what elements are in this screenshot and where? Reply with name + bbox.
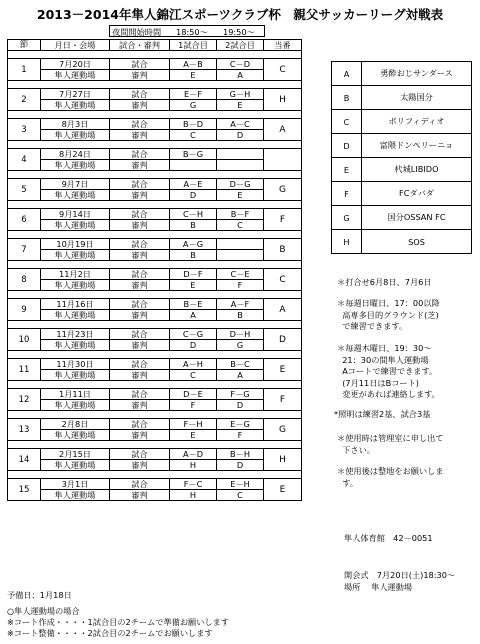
round-spacer-row bbox=[8, 171, 302, 179]
game2-matchup: D－G bbox=[217, 179, 264, 190]
team-letter: C bbox=[332, 110, 362, 134]
game1-matchup: C－G bbox=[170, 329, 217, 340]
team-letter: A bbox=[332, 62, 362, 86]
round-referee-row bbox=[8, 490, 302, 501]
round-match-row bbox=[8, 269, 302, 280]
round-venue: 隼人運動場 bbox=[41, 370, 110, 381]
round-referee-row bbox=[8, 70, 302, 81]
round-spacer-row bbox=[8, 351, 302, 359]
game2-matchup bbox=[217, 149, 264, 160]
game1-referee: E bbox=[170, 280, 217, 291]
spacer-cell bbox=[8, 111, 302, 119]
round-spacer-row bbox=[8, 261, 302, 269]
round-number: 10 bbox=[8, 329, 41, 351]
round-spacer-row bbox=[8, 231, 302, 239]
round-referee-row bbox=[8, 310, 302, 321]
spacer-cell bbox=[8, 411, 302, 419]
duty-team: G bbox=[264, 419, 302, 441]
evening-time-1: 18:50～ bbox=[176, 27, 208, 37]
game2-referee bbox=[217, 250, 264, 261]
round-referee-row bbox=[8, 160, 302, 171]
round-number: 4 bbox=[8, 149, 41, 171]
round-venue: 隼人運動場 bbox=[41, 400, 110, 411]
team-list-table bbox=[331, 61, 472, 254]
game1-matchup: A－B bbox=[170, 59, 217, 70]
match-label: 試合 bbox=[110, 479, 170, 490]
team-letter: H bbox=[332, 230, 362, 254]
duty-team: D bbox=[264, 329, 302, 351]
team-name: 太陽国分 bbox=[362, 86, 472, 110]
team-row bbox=[332, 86, 472, 110]
header-date-venue: 月日・会場 bbox=[41, 40, 110, 51]
spacer-cell bbox=[8, 321, 302, 329]
round-number: 3 bbox=[8, 119, 41, 141]
duty-team: E bbox=[264, 359, 302, 381]
game1-matchup: B－G bbox=[170, 149, 217, 160]
round-venue: 隼人運動場 bbox=[41, 310, 110, 321]
round-referee-row bbox=[8, 430, 302, 441]
round-referee-row bbox=[8, 400, 302, 411]
game1-matchup: B－E bbox=[170, 299, 217, 310]
game1-referee bbox=[170, 160, 217, 171]
round-match-row bbox=[8, 239, 302, 250]
round-date: 8月24日 bbox=[41, 149, 110, 160]
page-title: 2013－2014年隼人錦江スポーツクラブ杯 親父サッカーリーグ対戦表 bbox=[36, 7, 444, 22]
spacer-cell bbox=[8, 441, 302, 449]
round-spacer-row bbox=[8, 321, 302, 329]
game2-referee: A bbox=[217, 70, 264, 81]
game2-referee: F bbox=[217, 280, 264, 291]
team-name: SOS bbox=[362, 230, 472, 254]
game1-referee: B bbox=[170, 250, 217, 261]
match-label: 試合 bbox=[110, 119, 170, 130]
round-referee-row bbox=[8, 100, 302, 111]
round-venue: 隼人運動場 bbox=[41, 430, 110, 441]
round-match-row bbox=[8, 209, 302, 220]
referee-label: 審判 bbox=[110, 100, 170, 111]
round-venue: 隼人運動場 bbox=[41, 160, 110, 171]
venue-instructions-title: ○隼人運動場の場合 bbox=[7, 606, 80, 616]
duty-team: E bbox=[264, 479, 302, 501]
round-match-row bbox=[8, 449, 302, 460]
round-date: 11月30日 bbox=[41, 359, 110, 370]
game2-matchup: B－F bbox=[217, 209, 264, 220]
header-duty: 当番 bbox=[264, 40, 302, 51]
game2-referee: E bbox=[217, 100, 264, 111]
spacer-cell bbox=[8, 231, 302, 239]
game1-referee: C bbox=[170, 370, 217, 381]
round-match-row bbox=[8, 119, 302, 130]
team-name: 勇酔おじサンダース bbox=[362, 62, 472, 86]
team-letter: G bbox=[332, 206, 362, 230]
match-label: 試合 bbox=[110, 389, 170, 400]
game2-matchup: E－H bbox=[217, 479, 264, 490]
duty-team: F bbox=[264, 389, 302, 411]
game1-matchup: A－D bbox=[170, 449, 217, 460]
round-date: 7月27日 bbox=[41, 89, 110, 100]
round-spacer-row bbox=[8, 381, 302, 389]
game2-referee: B bbox=[217, 310, 264, 321]
game2-matchup: A－C bbox=[217, 119, 264, 130]
round-venue: 隼人運動場 bbox=[41, 250, 110, 261]
match-label: 試合 bbox=[110, 299, 170, 310]
duty-team: C bbox=[264, 269, 302, 291]
round-venue: 隼人運動場 bbox=[41, 220, 110, 231]
round-match-row bbox=[8, 299, 302, 310]
round-date: 9月7日 bbox=[41, 179, 110, 190]
team-letter: B bbox=[332, 86, 362, 110]
round-match-row bbox=[8, 479, 302, 490]
match-label: 試合 bbox=[110, 359, 170, 370]
game2-referee: C bbox=[217, 220, 264, 231]
team-row bbox=[332, 182, 472, 206]
round-venue: 隼人運動場 bbox=[41, 280, 110, 291]
team-name: 杙城LIBIDO bbox=[362, 158, 472, 182]
round-spacer-row bbox=[8, 201, 302, 209]
round-venue: 隼人運動場 bbox=[41, 70, 110, 81]
game1-referee: H bbox=[170, 490, 217, 501]
game2-referee bbox=[217, 160, 264, 171]
note-opening-ceremony: 開会式 7月20日(土)18:30～ 場所 隼人運動場 bbox=[344, 570, 456, 592]
note-usage-request: ＊使用時は管理室に申し出て 下さい。 bbox=[337, 433, 444, 455]
spacer-cell bbox=[8, 471, 302, 479]
round-date: 11月23日 bbox=[41, 329, 110, 340]
duty-team: A bbox=[264, 299, 302, 321]
team-row bbox=[332, 110, 472, 134]
round-match-row bbox=[8, 59, 302, 70]
note-thursday-practice: ＊毎週木曜日、19：30～ 21：30の間隼人運動場 Aコートで練習できます。 (7月11日はBコート) 変更があれば連絡します。 bbox=[337, 343, 440, 399]
evening-start-label: 夜間開始時間 bbox=[112, 27, 162, 37]
round-spacer-row bbox=[8, 51, 302, 59]
evening-time-2: 19:50～ bbox=[223, 27, 255, 37]
note-ground-leveling: ＊使用後は整地をお願いしま す。 bbox=[337, 466, 444, 488]
team-name: ボリフィディオ bbox=[362, 110, 472, 134]
game2-matchup: D－H bbox=[217, 329, 264, 340]
game1-referee: F bbox=[170, 400, 217, 411]
round-spacer-row bbox=[8, 141, 302, 149]
game1-referee: G bbox=[170, 100, 217, 111]
spacer-cell bbox=[8, 201, 302, 209]
spacer-cell bbox=[8, 261, 302, 269]
game1-referee: D bbox=[170, 340, 217, 351]
header-match-ref: 試合・審判 bbox=[110, 40, 170, 51]
round-number: 5 bbox=[8, 179, 41, 201]
referee-label: 審判 bbox=[110, 370, 170, 381]
court-prep-instruction: ※コート作成・・・・1試合目の2チームで準備お願いします bbox=[7, 617, 229, 627]
team-row bbox=[332, 206, 472, 230]
game2-referee: D bbox=[217, 400, 264, 411]
round-number: 9 bbox=[8, 299, 41, 321]
referee-label: 審判 bbox=[110, 460, 170, 471]
round-match-row bbox=[8, 179, 302, 190]
spacer-cell bbox=[8, 351, 302, 359]
spare-day: 予備日：1月18日 bbox=[7, 590, 72, 600]
team-row bbox=[332, 158, 472, 182]
evening-start-time-header bbox=[109, 25, 265, 37]
game2-referee: D bbox=[217, 460, 264, 471]
game2-referee: D bbox=[217, 130, 264, 141]
game2-referee: F bbox=[217, 430, 264, 441]
game2-matchup: B－H bbox=[217, 449, 264, 460]
game2-matchup: C－D bbox=[217, 59, 264, 70]
game1-matchup: A－G bbox=[170, 239, 217, 250]
round-date: 11月2日 bbox=[41, 269, 110, 280]
spacer-cell bbox=[8, 381, 302, 389]
note-sunday-practice: ＊毎週日曜日、17：00以降 高専多目的グラウンド(芝) で練習できます。 bbox=[337, 298, 440, 331]
round-date: 7月20日 bbox=[41, 59, 110, 70]
round-spacer-row bbox=[8, 81, 302, 89]
game1-matchup: A－H bbox=[170, 359, 217, 370]
note-lighting: *照明は練習2基、試合3基 bbox=[334, 409, 431, 419]
team-name: 富隈ドンペリーニョ bbox=[362, 134, 472, 158]
round-number: 15 bbox=[8, 479, 41, 501]
round-date: 2月15日 bbox=[41, 449, 110, 460]
header-game2: 2試合目 bbox=[217, 40, 264, 51]
game1-matchup: A－E bbox=[170, 179, 217, 190]
game1-matchup: B－D bbox=[170, 119, 217, 130]
game2-referee: G bbox=[217, 340, 264, 351]
referee-label: 審判 bbox=[110, 400, 170, 411]
game1-referee: D bbox=[170, 190, 217, 201]
round-date: 1月11日 bbox=[41, 389, 110, 400]
game1-referee: B bbox=[170, 220, 217, 231]
round-number: 2 bbox=[8, 89, 41, 111]
round-venue: 隼人運動場 bbox=[41, 340, 110, 351]
match-label: 試合 bbox=[110, 239, 170, 250]
court-maintenance-instruction: ※コート整備・・・・2試合目の2チームでお願いします bbox=[7, 628, 213, 638]
game2-matchup: E－G bbox=[217, 419, 264, 430]
referee-label: 審判 bbox=[110, 250, 170, 261]
game2-matchup bbox=[217, 239, 264, 250]
round-match-row bbox=[8, 419, 302, 430]
round-referee-row bbox=[8, 280, 302, 291]
header-round: 節 bbox=[8, 40, 41, 51]
match-label: 試合 bbox=[110, 179, 170, 190]
round-spacer-row bbox=[8, 111, 302, 119]
referee-label: 審判 bbox=[110, 160, 170, 171]
schedule-header-row bbox=[8, 40, 302, 51]
game2-matchup: C－E bbox=[217, 269, 264, 280]
match-label: 試合 bbox=[110, 269, 170, 280]
game1-matchup: F－H bbox=[170, 419, 217, 430]
referee-label: 審判 bbox=[110, 220, 170, 231]
team-letter: E bbox=[332, 158, 362, 182]
round-spacer-row bbox=[8, 441, 302, 449]
match-label: 試合 bbox=[110, 89, 170, 100]
round-number: 12 bbox=[8, 389, 41, 411]
round-venue: 隼人運動場 bbox=[41, 460, 110, 471]
referee-label: 審判 bbox=[110, 310, 170, 321]
round-venue: 隼人運動場 bbox=[41, 190, 110, 201]
round-match-row bbox=[8, 359, 302, 370]
game1-matchup: E－F bbox=[170, 89, 217, 100]
match-label: 試合 bbox=[110, 329, 170, 340]
round-number: 8 bbox=[8, 269, 41, 291]
referee-label: 審判 bbox=[110, 70, 170, 81]
duty-team: C bbox=[264, 59, 302, 81]
duty-team: A bbox=[264, 119, 302, 141]
referee-label: 審判 bbox=[110, 190, 170, 201]
referee-label: 審判 bbox=[110, 490, 170, 501]
duty-team: H bbox=[264, 89, 302, 111]
team-name: 国分OSSAN FC bbox=[362, 206, 472, 230]
game1-referee: E bbox=[170, 430, 217, 441]
round-spacer-row bbox=[8, 291, 302, 299]
round-date: 11月16日 bbox=[41, 299, 110, 310]
referee-label: 審判 bbox=[110, 280, 170, 291]
round-number: 7 bbox=[8, 239, 41, 261]
game1-matchup: D－F bbox=[170, 269, 217, 280]
spacer-cell bbox=[8, 291, 302, 299]
round-referee-row bbox=[8, 460, 302, 471]
team-row bbox=[332, 230, 472, 254]
referee-label: 審判 bbox=[110, 430, 170, 441]
round-referee-row bbox=[8, 250, 302, 261]
duty-team: B bbox=[264, 239, 302, 261]
match-label: 試合 bbox=[110, 59, 170, 70]
game1-referee: E bbox=[170, 70, 217, 81]
round-referee-row bbox=[8, 370, 302, 381]
team-row bbox=[332, 62, 472, 86]
round-spacer-row bbox=[8, 471, 302, 479]
game2-matchup: A－F bbox=[217, 299, 264, 310]
round-venue: 隼人運動場 bbox=[41, 130, 110, 141]
round-referee-row bbox=[8, 130, 302, 141]
match-label: 試合 bbox=[110, 419, 170, 430]
game2-matchup: G－H bbox=[217, 89, 264, 100]
round-number: 13 bbox=[8, 419, 41, 441]
round-date: 2月8日 bbox=[41, 419, 110, 430]
match-label: 試合 bbox=[110, 149, 170, 160]
round-referee-row bbox=[8, 340, 302, 351]
duty-team bbox=[264, 149, 302, 171]
game2-matchup: B－C bbox=[217, 359, 264, 370]
round-referee-row bbox=[8, 220, 302, 231]
round-number: 1 bbox=[8, 59, 41, 81]
round-date: 10月19日 bbox=[41, 239, 110, 250]
match-label: 試合 bbox=[110, 209, 170, 220]
round-match-row bbox=[8, 329, 302, 340]
round-match-row bbox=[8, 389, 302, 400]
game1-referee: H bbox=[170, 460, 217, 471]
game2-referee: E bbox=[217, 190, 264, 201]
match-schedule-table bbox=[7, 39, 302, 501]
game2-referee: A bbox=[217, 370, 264, 381]
round-match-row bbox=[8, 149, 302, 160]
game2-referee: C bbox=[217, 490, 264, 501]
game1-matchup: F－C bbox=[170, 479, 217, 490]
duty-team: F bbox=[264, 209, 302, 231]
game1-matchup: D－E bbox=[170, 389, 217, 400]
note-meeting-dates: ＊打合せ6月8日、7月6日 bbox=[337, 277, 432, 287]
duty-team: H bbox=[264, 449, 302, 471]
team-row bbox=[332, 134, 472, 158]
duty-team: G bbox=[264, 179, 302, 201]
round-number: 14 bbox=[8, 449, 41, 471]
game2-matchup: F－G bbox=[217, 389, 264, 400]
team-letter: D bbox=[332, 134, 362, 158]
referee-label: 審判 bbox=[110, 340, 170, 351]
round-spacer-row bbox=[8, 411, 302, 419]
header-game1: 1試合目 bbox=[170, 40, 217, 51]
game1-referee: C bbox=[170, 130, 217, 141]
game1-referee: A bbox=[170, 310, 217, 321]
round-venue: 隼人運動場 bbox=[41, 100, 110, 111]
round-referee-row bbox=[8, 190, 302, 201]
team-letter: F bbox=[332, 182, 362, 206]
round-venue: 隼人運動場 bbox=[41, 490, 110, 501]
round-number: 11 bbox=[8, 359, 41, 381]
team-name: FCダバダ bbox=[362, 182, 472, 206]
round-date: 3月1日 bbox=[41, 479, 110, 490]
referee-label: 審判 bbox=[110, 130, 170, 141]
spacer-cell bbox=[8, 141, 302, 149]
round-date: 8月3日 bbox=[41, 119, 110, 130]
game1-matchup: C－H bbox=[170, 209, 217, 220]
spacer-cell bbox=[8, 81, 302, 89]
note-gym-phone: 隼人体育館 42－0051 bbox=[344, 533, 433, 543]
round-match-row bbox=[8, 89, 302, 100]
round-date: 9月14日 bbox=[41, 209, 110, 220]
round-number: 6 bbox=[8, 209, 41, 231]
match-label: 試合 bbox=[110, 449, 170, 460]
spacer-cell bbox=[8, 51, 302, 59]
spacer-cell bbox=[8, 171, 302, 179]
